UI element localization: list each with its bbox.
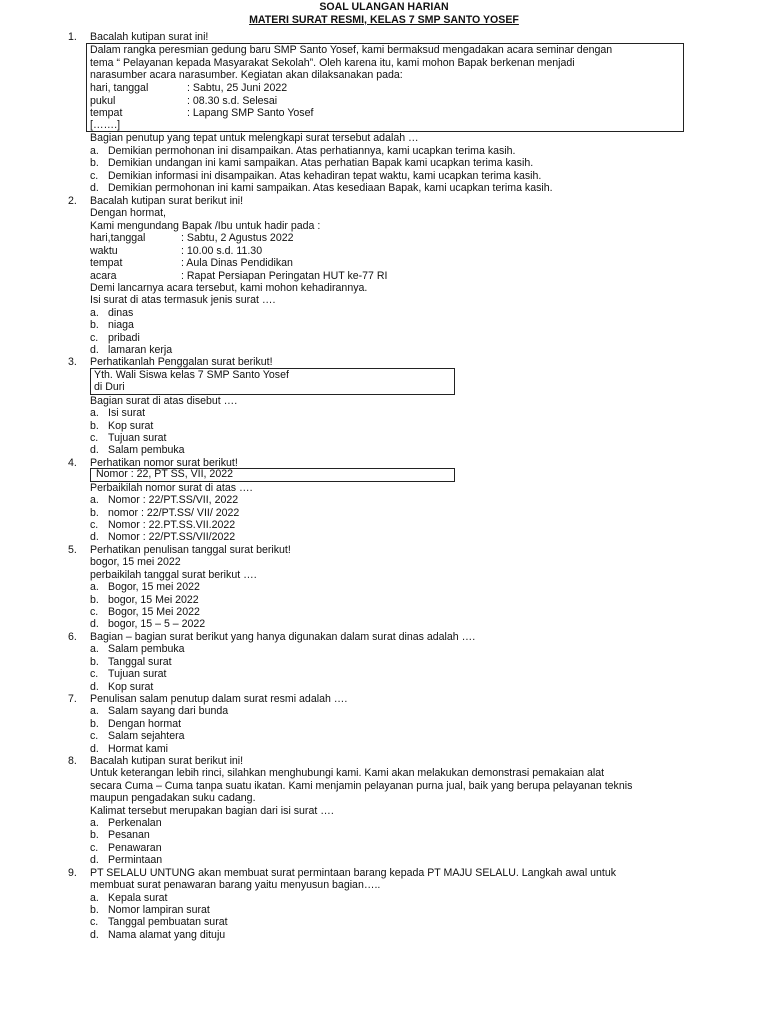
option-text: nomor : 22/PT.SS/ VII/ 2022 bbox=[108, 507, 240, 519]
question-number: 5. bbox=[68, 544, 77, 556]
option-letter: d. bbox=[90, 444, 99, 456]
option-letter: a. bbox=[90, 145, 99, 157]
option-letter: c. bbox=[90, 519, 99, 531]
option-letter: d. bbox=[90, 743, 99, 755]
option-letter: c. bbox=[90, 432, 99, 444]
option-letter: d. bbox=[90, 681, 99, 693]
option-text: bogor, 15 – 5 – 2022 bbox=[108, 618, 206, 630]
detail-key: hari, tanggal bbox=[90, 82, 149, 94]
excerpt-line: Dalam rangka peresmian gedung baru SMP Santo Yosef, kami bermaksud mengadakan acara seminar dengan bbox=[90, 44, 613, 56]
detail-value: : 08.30 s.d. Selesai bbox=[187, 95, 278, 107]
option-letter: c. bbox=[90, 842, 99, 854]
question-number: 2. bbox=[68, 195, 77, 207]
option-text: Isi surat bbox=[108, 407, 146, 419]
question-prompt: Bacalah kutipan surat berikut ini! bbox=[90, 195, 244, 207]
detail-value: : Lapang SMP Santo Yosef bbox=[187, 107, 314, 119]
option-text: Pesanan bbox=[108, 829, 150, 841]
option-letter: a. bbox=[90, 581, 99, 593]
question-text: perbaikilah tanggal surat berikut …. bbox=[90, 569, 257, 581]
option-text: Tujuan surat bbox=[108, 668, 167, 680]
option-text: niaga bbox=[108, 319, 134, 331]
option-text: Demikian permohonan ini kami sampaikan. Atas kesediaan Bapak, kami ucapkan terima kasih. bbox=[108, 182, 553, 194]
option-text: Dengan hormat bbox=[108, 718, 182, 730]
excerpt-line: Demi lancarnya acara tersebut, kami mohon kehadirannya. bbox=[90, 282, 368, 294]
question-prompt: Bacalah kutipan surat ini! bbox=[90, 31, 209, 43]
detail-key: waktu bbox=[90, 245, 118, 257]
option-letter: d. bbox=[90, 618, 99, 630]
option-letter: c. bbox=[90, 332, 99, 344]
option-text: Hormat kami bbox=[108, 743, 169, 755]
option-letter: c. bbox=[90, 606, 99, 618]
option-text: Demikian informasi ini disampaikan. Atas kehadiran tepat waktu, kami ucapkan terima kasih. bbox=[108, 170, 542, 182]
option-text: Permintaan bbox=[108, 854, 163, 866]
option-letter: d. bbox=[90, 854, 99, 866]
question-prompt: PT SELALU UNTUNG akan membuat surat permintaan barang kepada PT MAJU SELALU. Langkah awal untuk bbox=[90, 867, 617, 879]
question-number: 1. bbox=[68, 31, 77, 43]
option-letter: d. bbox=[90, 929, 99, 941]
option-text: Demikian undangan ini kami sampaikan. Atas perhatian Bapak kami ucapkan terima kasih. bbox=[108, 157, 534, 169]
option-letter: a. bbox=[90, 494, 99, 506]
option-letter: a. bbox=[90, 643, 99, 655]
excerpt-line: Dengan hormat, bbox=[90, 207, 166, 219]
option-letter: c. bbox=[90, 730, 99, 742]
excerpt-line: secara Cuma – Cuma tanpa suatu ikatan. Kami menjamin pelayanan purna jual, baik yang berupa pelayanan teknis bbox=[90, 780, 633, 792]
excerpt-line: Nomor : 22, PT SS, VII, 2022 bbox=[96, 468, 233, 480]
option-text: Nomor : 22.PT.SS.VII.2022 bbox=[108, 519, 236, 531]
question-prompt: Perhatikan penulisan tanggal surat berikut! bbox=[90, 544, 291, 556]
option-text: Salam pembuka bbox=[108, 444, 185, 456]
option-text: Kepala surat bbox=[108, 892, 168, 904]
detail-key: hari,tanggal bbox=[90, 232, 146, 244]
option-letter: b. bbox=[90, 420, 99, 432]
question-prompt: Perhatikan nomor surat berikut! bbox=[90, 457, 238, 469]
option-text: Tanggal surat bbox=[108, 656, 172, 668]
option-letter: b. bbox=[90, 718, 99, 730]
option-text: Bogor, 15 Mei 2022 bbox=[108, 606, 200, 618]
question-number: 3. bbox=[68, 356, 77, 368]
question-number: 8. bbox=[68, 755, 77, 767]
option-text: Kop surat bbox=[108, 681, 154, 693]
question-prompt: membuat surat penawaran barang yaitu menyusun bagian….. bbox=[90, 879, 381, 891]
detail-value: : Aula Dinas Pendidikan bbox=[181, 257, 293, 269]
option-letter: b. bbox=[90, 319, 99, 331]
option-text: Perkenalan bbox=[108, 817, 162, 829]
document-title: SOAL ULANGAN HARIAN bbox=[319, 1, 449, 13]
question-number: 6. bbox=[68, 631, 77, 643]
question-prompt: Perhatikanlah Penggalan surat berikut! bbox=[90, 356, 273, 368]
option-letter: b. bbox=[90, 507, 99, 519]
detail-key: tempat bbox=[90, 107, 123, 119]
excerpt-line: Untuk keterangan lebih rinci, silahkan menghubungi kami. Kami akan melakukan demonstrasi pemakaian alat bbox=[90, 767, 605, 779]
option-text: pribadi bbox=[108, 332, 140, 344]
option-letter: a. bbox=[90, 892, 99, 904]
excerpt-line: tema “ Pelayanan kepada Masyarakat Sekolah”. Oleh karena itu, kami mohon Bapak berkenan menjadi bbox=[90, 57, 575, 69]
excerpt-line: Yth. Wali Siswa kelas 7 SMP Santo Yosef bbox=[94, 369, 289, 381]
option-text: Tujuan surat bbox=[108, 432, 167, 444]
option-letter: a. bbox=[90, 307, 99, 319]
option-letter: a. bbox=[90, 407, 99, 419]
option-letter: d. bbox=[90, 531, 99, 543]
option-text: Nama alamat yang dituju bbox=[108, 929, 226, 941]
option-text: Nomor : 22/PT.SS/VII, 2022 bbox=[108, 494, 239, 506]
excerpt-line: bogor, 15 mei 2022 bbox=[90, 556, 181, 568]
option-letter: b. bbox=[90, 656, 99, 668]
excerpt-ellipsis: […….] bbox=[90, 119, 121, 131]
detail-key: acara bbox=[90, 270, 117, 282]
option-text: Penawaran bbox=[108, 842, 162, 854]
option-text: Bogor, 15 mei 2022 bbox=[108, 581, 200, 593]
option-letter: c. bbox=[90, 916, 99, 928]
excerpt-line: Kami mengundang Bapak /Ibu untuk hadir pada : bbox=[90, 220, 321, 232]
option-text: lamaran kerja bbox=[108, 344, 173, 356]
detail-key: pukul bbox=[90, 95, 116, 107]
option-letter: c. bbox=[90, 170, 99, 182]
detail-key: tempat bbox=[90, 257, 123, 269]
question-text: Perbaikilah nomor surat di atas …. bbox=[90, 482, 253, 494]
question-number: 9. bbox=[68, 867, 77, 879]
excerpt-line: narasumber acara narasumber. Kegiatan akan dilaksanakan pada: bbox=[90, 69, 403, 81]
detail-value: : Sabtu, 2 Agustus 2022 bbox=[181, 232, 294, 244]
option-text: Salam sejahtera bbox=[108, 730, 185, 742]
option-text: dinas bbox=[108, 307, 134, 319]
detail-value: : Sabtu, 25 Juni 2022 bbox=[187, 82, 288, 94]
detail-value: : 10.00 s.d. 11.30 bbox=[181, 245, 263, 257]
option-letter: c. bbox=[90, 668, 99, 680]
question-number: 7. bbox=[68, 693, 77, 705]
option-letter: b. bbox=[90, 829, 99, 841]
question-text: Bagian surat di atas disebut …. bbox=[90, 395, 238, 407]
option-letter: b. bbox=[90, 904, 99, 916]
option-text: Tanggal pembuatan surat bbox=[108, 916, 228, 928]
excerpt-line: di Duri bbox=[94, 381, 125, 393]
document-subtitle: MATERI SURAT RESMI, KELAS 7 SMP SANTO YOSEF bbox=[249, 14, 519, 26]
detail-value: : Rapat Persiapan Peringatan HUT ke-77 RI bbox=[181, 270, 388, 282]
option-letter: a. bbox=[90, 817, 99, 829]
question-prompt: Penulisan salam penutup dalam surat resmi adalah …. bbox=[90, 693, 348, 705]
question-number: 4. bbox=[68, 457, 77, 469]
option-text: Demikian permohonan ini disampaikan. Atas perhatiannya, kami ucapkan terima kasih. bbox=[108, 145, 516, 157]
option-text: bogor, 15 Mei 2022 bbox=[108, 594, 199, 606]
question-prompt: Bagian – bagian surat berikut yang hanya digunakan dalam surat dinas adalah …. bbox=[90, 631, 476, 643]
option-text: Kop surat bbox=[108, 420, 154, 432]
option-letter: b. bbox=[90, 594, 99, 606]
excerpt-line: maupun pengadakan suku cadang. bbox=[90, 792, 256, 804]
option-text: Nomor lampiran surat bbox=[108, 904, 210, 916]
question-text: Bagian penutup yang tepat untuk melengkapi surat tersebut adalah … bbox=[90, 132, 419, 144]
option-letter: d. bbox=[90, 182, 99, 194]
option-text: Nomor : 22/PT.SS/VII/2022 bbox=[108, 531, 236, 543]
option-text: Salam sayang dari bunda bbox=[108, 705, 229, 717]
option-text: Salam pembuka bbox=[108, 643, 185, 655]
option-letter: d. bbox=[90, 344, 99, 356]
option-letter: a. bbox=[90, 705, 99, 717]
question-text: Kalimat tersebut merupakan bagian dari isi surat …. bbox=[90, 805, 334, 817]
option-letter: b. bbox=[90, 157, 99, 169]
question-prompt: Bacalah kutipan surat berikut ini! bbox=[90, 755, 244, 767]
question-text: Isi surat di atas termasuk jenis surat …. bbox=[90, 294, 276, 306]
